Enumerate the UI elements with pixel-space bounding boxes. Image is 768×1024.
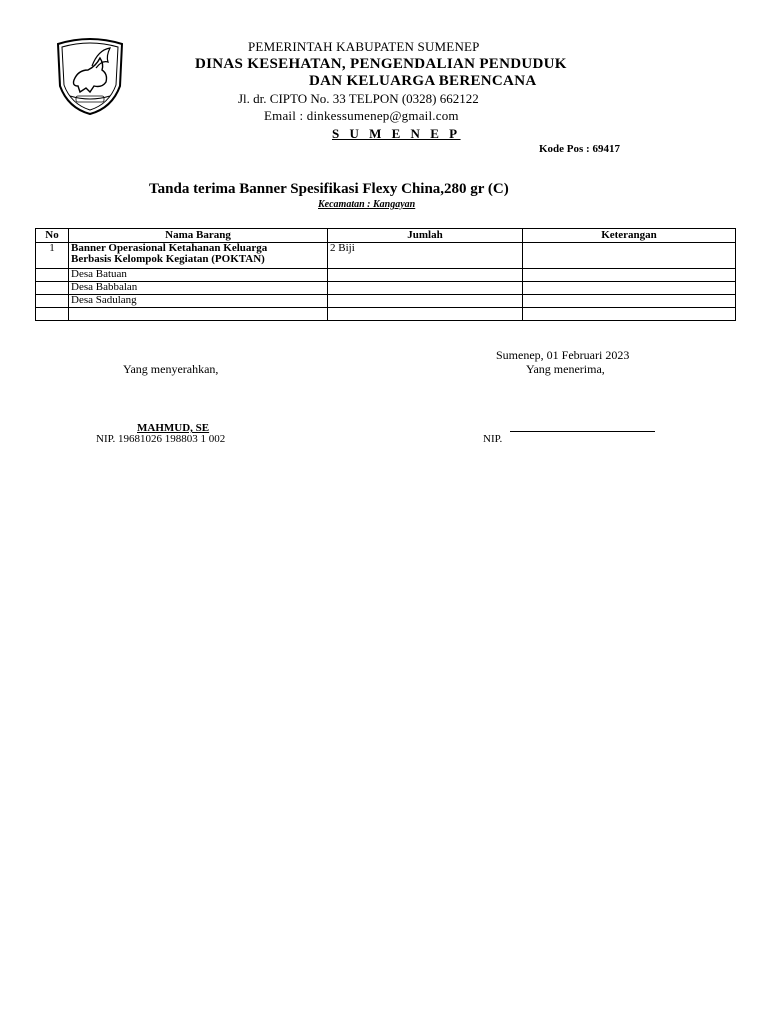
header-department-line2: DAN KELUARGA BERENCANA [309, 73, 537, 89]
receiver-signature-line [510, 431, 655, 432]
item-name-line1: Banner Operasional Ketahanan Keluarga [71, 242, 268, 254]
table-header-row [36, 229, 736, 243]
row-no: 1 [36, 243, 69, 269]
row-keterangan [523, 243, 736, 269]
desa-name: Desa Batuan [69, 269, 328, 282]
items-table [35, 228, 736, 321]
signing-date: Sumenep, 01 Februari 2023 [496, 348, 630, 362]
signer-name: MAHMUD, SE [137, 422, 210, 434]
table-row [36, 295, 736, 308]
receiver-nip: NIP. [483, 433, 503, 445]
header-city: S U M E N E P [332, 126, 461, 141]
header-keterangan: Keterangan [523, 229, 736, 243]
item-name-line2: Berbasis Kelompok Kegiatan (POKTAN) [71, 253, 265, 265]
sumenep-crest-icon [52, 36, 128, 116]
giver-label: Yang menyerahkan, [123, 362, 219, 376]
postal-code: Kode Pos : 69417 [539, 143, 620, 155]
header-email: Email : dinkessumenep@gmail.com [264, 108, 459, 123]
header-address: Jl. dr. CIPTO No. 33 TELPON (0328) 662122 [238, 91, 479, 106]
header-nama-barang: Nama Barang [69, 229, 328, 243]
table-row [36, 308, 736, 321]
table-row [36, 269, 736, 282]
receiver-label: Yang menerima, [526, 362, 605, 376]
desa-name: Desa Sadulang [69, 295, 328, 308]
signer-nip: NIP. 19681026 198803 1 002 [96, 433, 226, 445]
document-title: Tanda terima Banner Spesifikasi Flexy China,280 gr (C) [149, 181, 509, 197]
table-row [36, 282, 736, 295]
header-department-line1: DINAS KESEHATAN, PENGENDALIAN PENDUDUK [195, 56, 567, 72]
row-jumlah: 2 Biji [328, 243, 523, 269]
header-no: No [36, 229, 69, 243]
row-nama-barang [69, 243, 328, 269]
desa-name: Desa Babbalan [69, 282, 328, 295]
kecamatan-label: Kecamatan : Kangayan [318, 199, 416, 210]
table-row [36, 243, 736, 269]
header-jumlah: Jumlah [328, 229, 523, 243]
header-government: PEMERINTAH KABUPATEN SUMENEP [248, 39, 480, 54]
desa-name [69, 308, 328, 321]
